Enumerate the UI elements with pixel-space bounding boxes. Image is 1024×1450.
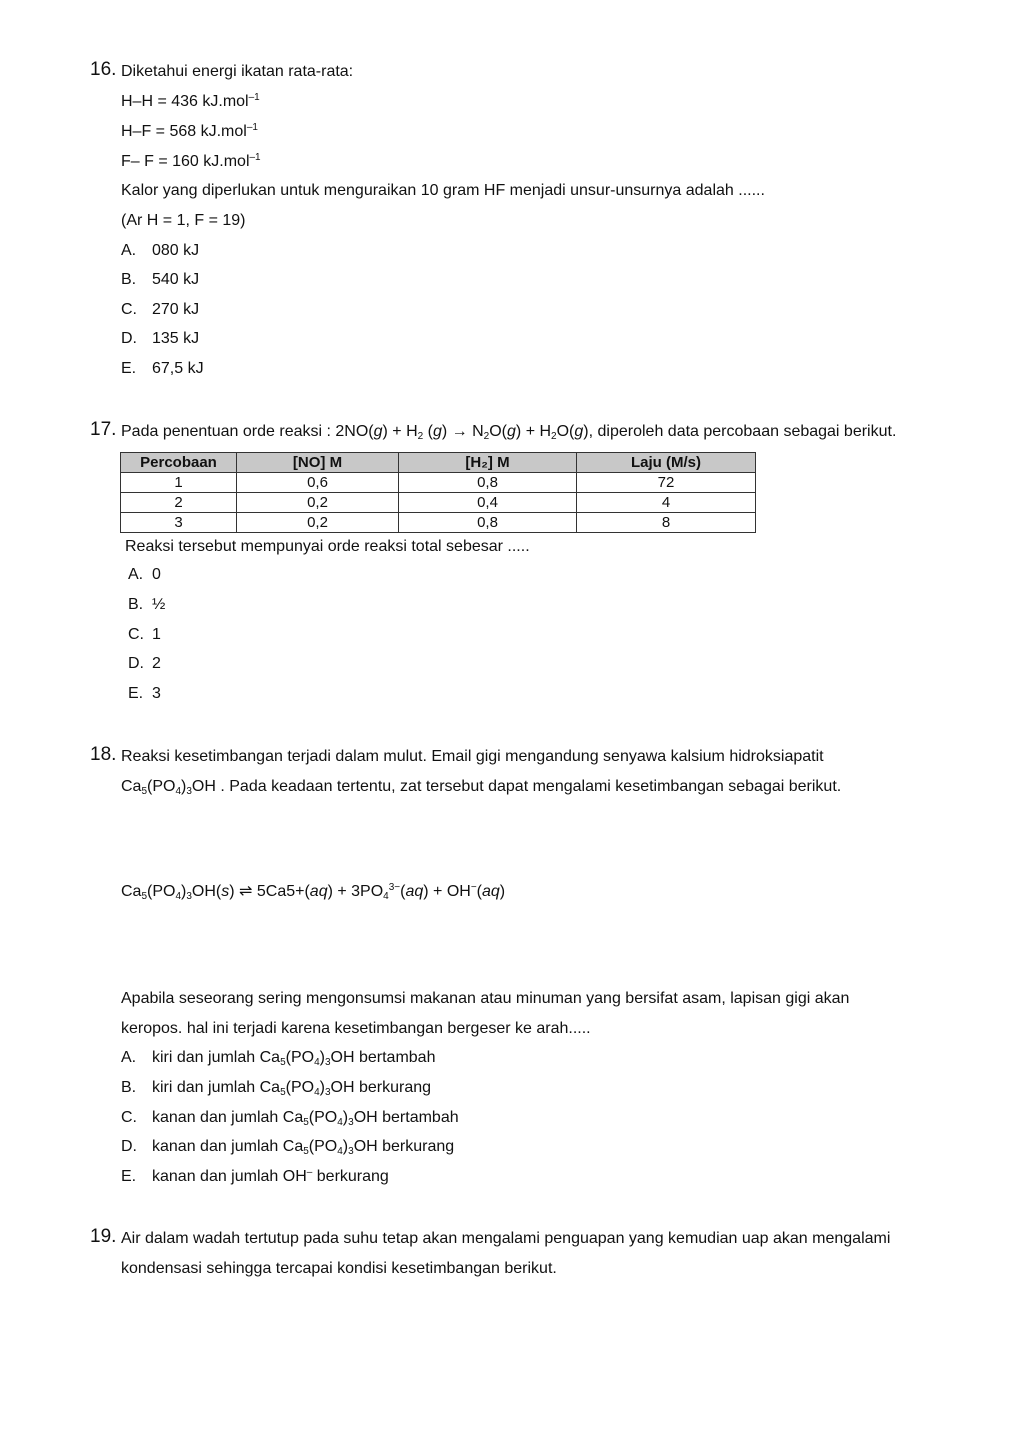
question-number: 19. (90, 1226, 117, 1247)
table-cell: 4 (577, 493, 756, 513)
option-b[interactable]: B. kiri dan jumlah $Ca_5(PO_4)_3OH$ berkurang (121, 1079, 432, 1098)
bond-energy: H–F = 568 kJ.mol$^{-1}$ (121, 122, 258, 140)
option-e[interactable]: E. kanan dan jumlah OH– berkurang (121, 1167, 389, 1185)
option-d[interactable]: D. 2 (128, 655, 161, 672)
table-cell: 0,6 (237, 473, 399, 493)
table-cell: 2 (121, 493, 237, 513)
table-header: [NO] M (237, 453, 399, 473)
table-cell: 0,2 (237, 513, 399, 533)
table-header: Laju (M/s) (577, 453, 756, 473)
question-number: 18. (90, 744, 117, 765)
table-row (121, 473, 756, 493)
option-a[interactable]: A. kiri dan jumlah $Ca_5(PO_4)_3OH$ bertambah (121, 1049, 436, 1068)
option-c[interactable]: C. kanan dan jumlah $Ca_5(PO_4)_3OH$ bertambah (121, 1109, 459, 1128)
bond-energy: F– F = 160 kJ.mol$^{-1}$ (121, 152, 261, 170)
table-header-row (121, 453, 756, 473)
table-cell: 0,8 (399, 473, 577, 493)
option-d[interactable]: D. 135 kJ (121, 330, 200, 347)
option-a[interactable]: A. 0 (128, 566, 161, 583)
table-cell: 8 (577, 513, 756, 533)
table-cell: 0,4 (399, 493, 577, 513)
table-cell: 0,8 (399, 513, 577, 533)
question-number: 17. (90, 419, 117, 440)
option-b[interactable]: B. ½ (128, 596, 166, 613)
bond-energy: H–H = 436 kJ.mol$^{-1}$ (121, 92, 260, 110)
question-text: Apabila seseorang sering mengonsumsi makanan atau minuman yang bersifat asam, lapisan gigi akan (121, 990, 850, 1007)
table-cell: 72 (577, 473, 756, 493)
question-text: $Ca_5(PO_4)_3OH$ . Pada keadaan tertentu, zat tersebut dapat mengalami kesetimbangan sebagai berikut. (121, 778, 842, 797)
option-c[interactable]: C. 1 (128, 626, 161, 643)
question-note: (Ar H = 1, F = 19) (121, 212, 246, 229)
question-text: kondensasi sehingga tercapai kondisi kesetimbangan berikut. (121, 1260, 557, 1277)
question-text: keropos. hal ini terjadi karena kesetimbangan bergeser ke arah..... (121, 1020, 591, 1037)
question-number: 16. (90, 59, 117, 80)
table-header: Percobaan (121, 453, 237, 473)
table-cell: 1 (121, 473, 237, 493)
table-row (121, 493, 756, 513)
question-text: Kalor yang diperlukan untuk menguraikan 10 gram HF menjadi unsur-unsurnya adalah ...... (121, 182, 765, 199)
question-intro: Diketahui energi ikatan rata-rata: (121, 63, 354, 80)
table-cell: 3 (121, 513, 237, 533)
question-text: Pada penentuan orde reaksi : $2NO(g) + H_2$ $(g) \to N_2O(g) + H_2O(g)$, diperoleh data percobaan sebagai berikut. (121, 423, 897, 442)
table-cell: 0,2 (237, 493, 399, 513)
option-b[interactable]: B. 540 kJ (121, 271, 200, 288)
question-followup: Reaksi tersebut mempunyai orde reaksi total sebesar ..... (125, 538, 530, 555)
option-a[interactable]: A. 080 kJ (121, 242, 200, 259)
option-d[interactable]: D. kanan dan jumlah $Ca_5(PO_4)_3OH$ berkurang (121, 1138, 455, 1157)
question-text: Reaksi kesetimbangan terjadi dalam mulut. Email gigi mengandung senyawa kalsium hidroksiapatit (121, 748, 824, 765)
option-e[interactable]: E. 67,5 kJ (121, 360, 204, 377)
table-row (121, 513, 756, 533)
option-e[interactable]: E. 3 (128, 685, 161, 702)
equilibrium-equation: $Ca_5(PO_4)_3OH(s)$ ⇌ $5Ca5+(aq) + 3PO_4^{3-}(aq) + OH^-(aq)$ (121, 882, 506, 902)
table-header: [H₂] M (399, 453, 577, 473)
option-c[interactable]: C. 270 kJ (121, 301, 200, 318)
question-text: Air dalam wadah tertutup pada suhu tetap akan mengalami penguapan yang kemudian uap akan mengalami (121, 1230, 891, 1247)
data-table (120, 452, 756, 533)
